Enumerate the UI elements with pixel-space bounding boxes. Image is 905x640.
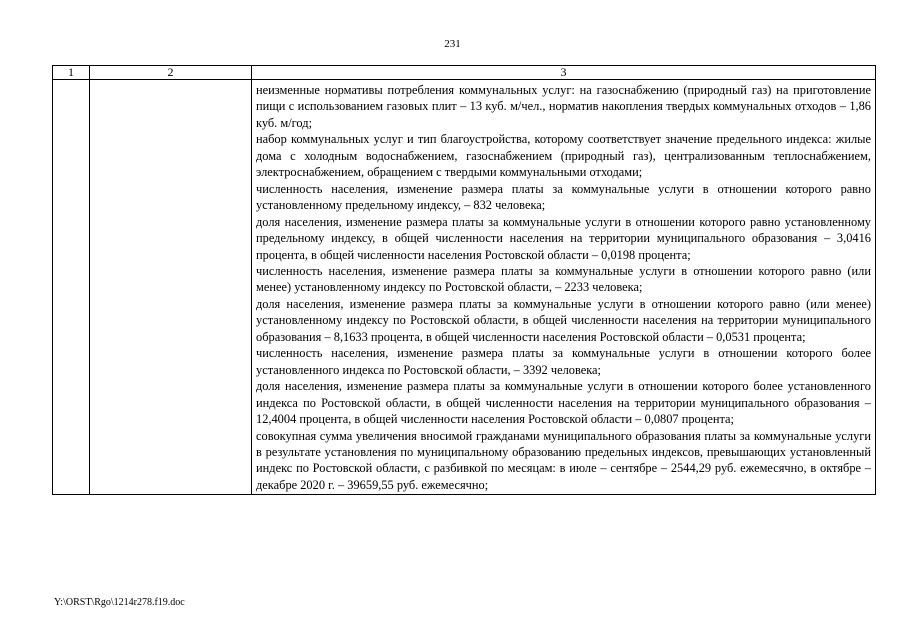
paragraph-utility-norms: неизменные нормативы потребления коммунальных услуг: на газоснабжению (природный газ) на приготовление пищи с использованием газовых плит – 13 куб. м/чел., норматив накопления твердых коммунальных отходов – 1,86 куб. м/год;	[256, 83, 871, 130]
paragraph-utility-set: набор коммунальных услуг и тип благоустройства, которому соответствует значение предельного индекса: жилые дома с холодным водоснабжением, газоснабжением (природный газ), централизованным теплоснабжением, электроснабжением, обращением с твердыми коммунальными отходами;	[256, 132, 871, 180]
page-number: 231	[444, 38, 461, 50]
column-header-2: 2	[90, 66, 252, 80]
column-3-cell	[252, 80, 876, 495]
table-header-row	[53, 66, 876, 80]
document-table	[52, 65, 876, 495]
footer-file-path: Y:\ORST\Rgo\1214r278.f19.doc	[54, 597, 185, 608]
paragraph-total-increase: совокупная сумма увеличения вносимой гражданами муниципального образования платы за коммунальные услуги в результате установления по муниципальному образованию предельных индексов, превышающих установленный индекс по Ростовской области, с разбивкой по месяцам: в июле – сентябре – 2544,29 руб. ежемесячно, в октябре – декабре 2020 г. – 39659,55 руб. ежемесячно;	[256, 428, 871, 492]
paragraph-share-equal: доля населения, изменение размера платы за коммунальные услуги в отношении которого равно установленному предельному индексу, в общей численности населения на территории муниципального образования – 3,0416 процента, в общей численности населения Ростовской области – 0,0198 процента;	[256, 214, 871, 262]
column-1-cell	[53, 80, 90, 495]
paragraph-share-more: доля населения, изменение размера платы за коммунальные услуги в отношении которого более установленного индекса по Ростовской области, в общей численности населения на территории муниципального образования – 12,4004 процента, в общей численности населения Ростовской области – 0,0807 процента;	[256, 379, 871, 427]
column-header-3: 3	[252, 66, 876, 80]
paragraph-population-less: численность населения, изменение размера платы за коммунальные услуги в отношении которого равно (или менее) установленному индексу по Ростовской области, – 2233 человека;	[256, 263, 871, 295]
column-2-cell	[90, 80, 252, 495]
paragraph-share-less: доля населения, изменение размера платы за коммунальные услуги в отношении которого равно (или менее) установленному индексу по Ростовской области, в общей численности населения на территории муниципального образования – 8,1633 процента, в общей численности населения Ростовской области – 0,0531 процента;	[256, 296, 871, 344]
paragraph-population-more: численность населения, изменение размера платы за коммунальные услуги в отношении которого более установленного индекса по Ростовской области, – 3392 человека;	[256, 346, 871, 377]
column-header-1: 1	[53, 66, 90, 80]
table-row	[53, 80, 876, 495]
paragraph-population-equal: численность населения, изменение размера платы за коммунальные услуги в отношении которого равно установленному предельному индексу, – 832 человека;	[256, 181, 871, 213]
